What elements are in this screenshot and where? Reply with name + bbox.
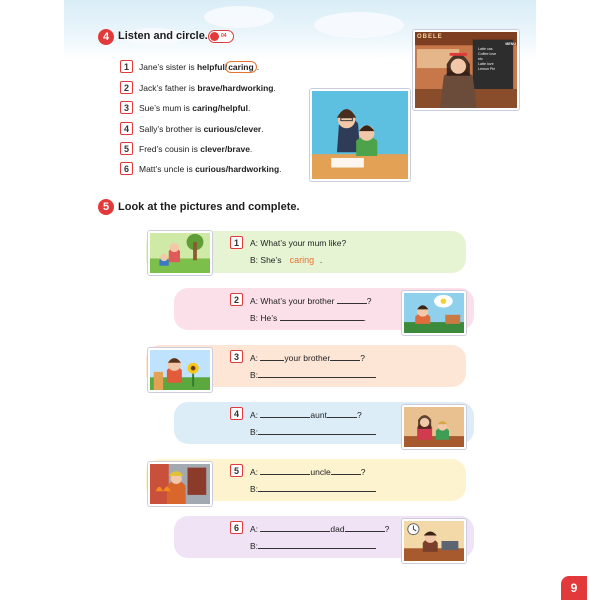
option-separator: / <box>217 103 221 113</box>
question-keyword: your brother <box>284 353 331 363</box>
workbook-page <box>64 0 578 600</box>
sentence-end: . <box>273 83 276 93</box>
section-4-number: 4 <box>98 29 114 45</box>
option-separator: / <box>224 144 228 154</box>
option-two[interactable]: helpful <box>220 103 248 113</box>
sentence-stem: Sally’s brother is <box>139 124 204 134</box>
answer-end: . <box>363 313 367 323</box>
answer-blank[interactable] <box>280 312 367 323</box>
answer-blank[interactable] <box>345 523 385 532</box>
brother-sunflower-picture <box>148 348 212 392</box>
question-keyword: uncle <box>310 467 331 477</box>
section-5-title: Look at the pictures and complete. <box>118 201 300 213</box>
section-4-title: Listen and circle. <box>118 30 208 42</box>
listen-circle-sentence <box>139 83 276 93</box>
answer-blank[interactable] <box>260 466 310 475</box>
listen-circle-sentence <box>139 164 282 174</box>
option-two[interactable]: clever <box>236 124 262 134</box>
sentence-end: . <box>249 144 253 154</box>
option-separator: / <box>234 124 237 134</box>
answer-line-b <box>250 369 376 380</box>
answer-blank[interactable] <box>337 295 367 304</box>
menu-line: Latte cas <box>478 47 493 51</box>
page-number: 9 <box>561 576 587 600</box>
question-line-a <box>250 352 365 363</box>
sentence-end: . <box>247 103 251 113</box>
section-5-number: 5 <box>98 199 114 215</box>
answer-blank[interactable] <box>258 540 376 549</box>
answer-line-b <box>250 312 366 323</box>
question-mark: ? <box>356 410 362 420</box>
question-mark: ? <box>366 296 372 306</box>
item-number-box: 1 <box>120 60 133 73</box>
answer-line-b <box>250 426 376 437</box>
speaker-a-label: A: <box>250 524 261 534</box>
example-answer: caring <box>289 255 315 265</box>
sentence-stem: Jane’s sister is <box>139 62 197 72</box>
sentence-end: . <box>256 62 260 72</box>
option-separator: / <box>224 62 228 72</box>
cloud-decoration <box>204 6 274 28</box>
headphones-icon <box>210 32 219 41</box>
answer-blank[interactable] <box>260 352 284 361</box>
option-two[interactable]: hardworking <box>228 164 280 174</box>
answer-blank[interactable] <box>260 523 330 532</box>
cafe-woman-picture <box>413 30 519 110</box>
answer-stem: He’s <box>260 313 278 323</box>
menu-line: Coffee love <box>478 52 497 56</box>
dad-working-picture <box>402 519 466 563</box>
aunt-helping-picture <box>402 405 466 449</box>
item-number-box: 3 <box>120 101 133 114</box>
question-keyword: aunt <box>310 410 327 420</box>
listen-circle-sentence <box>139 144 252 154</box>
option-one[interactable]: clever <box>200 144 225 154</box>
sentence-stem: Matt’s uncle is <box>139 164 196 174</box>
option-one[interactable]: brave <box>197 83 221 93</box>
speaker-a-label: A: <box>250 410 261 420</box>
option-one[interactable]: helpful <box>196 62 225 72</box>
option-one[interactable]: curious <box>203 124 235 134</box>
answer-line-b <box>250 540 376 551</box>
question-line-a <box>250 409 362 420</box>
item-number-box: 4 <box>120 122 133 135</box>
brother-idea-picture <box>402 291 466 335</box>
option-separator: / <box>225 164 229 174</box>
item-number-box: 5 <box>120 142 133 155</box>
question-mark: ? <box>360 467 366 477</box>
teacher-helping-boy-picture <box>310 89 410 181</box>
option-one[interactable]: curious <box>195 164 226 174</box>
sentence-stem: Jack’s father is <box>139 83 198 93</box>
answer-blank[interactable] <box>327 409 357 418</box>
mum-garden-picture <box>148 231 212 275</box>
question-text: What’s your mum like? <box>260 238 347 248</box>
menu-board-title: MENU <box>505 42 516 46</box>
option-separator: / <box>220 83 223 93</box>
item-number-box: 1 <box>230 236 243 249</box>
answer-blank[interactable] <box>331 466 361 475</box>
item-number-box: 2 <box>120 81 133 94</box>
speaker-b-label: B: <box>250 255 261 265</box>
option-one[interactable]: caring <box>192 103 218 113</box>
question-text: What’s your brother <box>260 296 335 306</box>
item-number-box: 4 <box>230 407 243 420</box>
speaker-a-label: A: <box>250 467 261 477</box>
question-line-a <box>250 295 372 306</box>
item-number-box: 2 <box>230 293 243 306</box>
item-number-box: 5 <box>230 464 243 477</box>
uncle-firefighter-picture <box>148 462 212 506</box>
option-two[interactable]: caring <box>225 61 257 73</box>
answer-line-b <box>250 483 376 494</box>
answer-blank[interactable] <box>258 369 376 378</box>
audio-track-number: 04 <box>221 33 227 39</box>
option-two[interactable]: brave <box>227 144 250 154</box>
menu-line: etc <box>478 57 483 61</box>
item-number-box: 6 <box>120 162 133 175</box>
shop-sign: OBELE <box>417 34 443 40</box>
menu-line: Lemon Pie <box>478 67 496 71</box>
question-mark: ? <box>384 524 390 534</box>
listen-circle-sentence <box>139 124 264 134</box>
item-number-box: 6 <box>230 521 243 534</box>
speaker-b-label: B: <box>250 313 261 323</box>
item-number-box: 3 <box>230 350 243 363</box>
speaker-b-label: B: <box>250 427 259 437</box>
cloud-decoration <box>314 12 404 38</box>
speaker-a-label: A: <box>250 296 261 306</box>
listen-circle-sentence <box>139 103 250 113</box>
speaker-b-label: B: <box>250 370 259 380</box>
speaker-a-label: A: <box>250 353 261 363</box>
menu-line: Latte love <box>478 62 494 66</box>
answer-blank[interactable] <box>258 483 376 492</box>
question-line-a <box>250 466 365 477</box>
speaker-b-label: B: <box>250 541 259 551</box>
sentence-end: . <box>279 164 282 174</box>
audio-track-icon[interactable] <box>208 30 234 43</box>
question-keyword: dad <box>330 524 345 534</box>
option-two[interactable]: hardworking <box>222 83 274 93</box>
answer-end: . <box>319 255 323 265</box>
speaker-a-label: A: <box>250 238 261 248</box>
sentence-stem: Fred’s cousin is <box>139 144 201 154</box>
menu-board <box>478 42 516 72</box>
question-mark: ? <box>360 353 365 363</box>
answer-blank[interactable] <box>330 352 360 361</box>
question-line-a <box>250 238 346 248</box>
listen-circle-sentence <box>139 62 259 72</box>
answer-blank[interactable] <box>258 426 376 435</box>
answer-line-b <box>250 255 322 265</box>
answer-stem: She’s <box>260 255 282 265</box>
speaker-b-label: B: <box>250 484 259 494</box>
sentence-stem: Sue’s mum is <box>139 103 193 113</box>
question-line-a <box>250 523 389 534</box>
answer-blank[interactable] <box>260 409 310 418</box>
sentence-end: . <box>261 124 264 134</box>
